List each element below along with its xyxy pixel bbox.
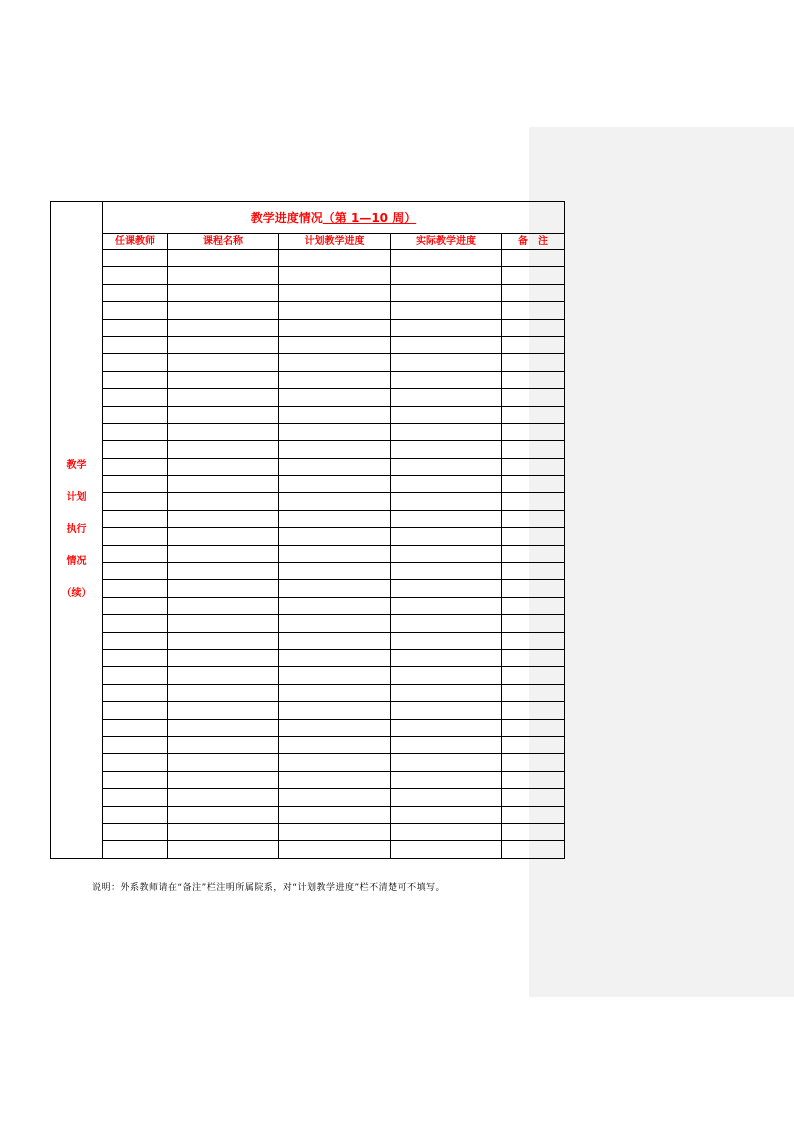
table-cell[interactable] (168, 632, 279, 649)
table-row (51, 406, 565, 423)
table-cell[interactable] (391, 510, 502, 527)
table-cell[interactable] (279, 684, 391, 701)
table-cell[interactable] (502, 389, 565, 406)
table-row (51, 493, 565, 510)
table-cell[interactable] (279, 789, 391, 806)
table-cell[interactable] (391, 771, 502, 788)
table-row (51, 545, 565, 562)
table-cell[interactable] (103, 771, 168, 788)
table-row (51, 806, 565, 823)
table-cell[interactable] (103, 267, 168, 284)
table-cell[interactable] (103, 649, 168, 666)
table-cell[interactable] (168, 406, 279, 423)
table-cell[interactable] (279, 354, 391, 371)
table-cell[interactable] (502, 789, 565, 806)
table-row (51, 667, 565, 684)
table-cell[interactable] (502, 476, 565, 493)
table-cell[interactable] (279, 528, 391, 545)
table-cell[interactable] (103, 754, 168, 771)
table-cell[interactable] (279, 823, 391, 840)
table-row (51, 771, 565, 788)
table-cell[interactable] (168, 754, 279, 771)
table-cell[interactable] (103, 493, 168, 510)
table-cell[interactable] (391, 667, 502, 684)
table-cell[interactable] (391, 493, 502, 510)
table-cell[interactable] (168, 806, 279, 823)
table-cell[interactable] (103, 389, 168, 406)
table-cell[interactable] (103, 336, 168, 353)
table-cell[interactable] (502, 545, 565, 562)
table-cell[interactable] (168, 789, 279, 806)
table-cell[interactable] (279, 302, 391, 319)
table-cell[interactable] (391, 319, 502, 336)
table-cell[interactable] (391, 789, 502, 806)
table-cell[interactable] (502, 632, 565, 649)
table-cell[interactable] (279, 441, 391, 458)
side-label-line: 执行 (66, 523, 87, 535)
table-row (51, 649, 565, 666)
side-label-line: （续） (61, 587, 92, 599)
table-cell[interactable] (502, 528, 565, 545)
table-cell[interactable] (279, 615, 391, 632)
table-cell[interactable] (279, 580, 391, 597)
table-cell[interactable] (103, 302, 168, 319)
table-cell[interactable] (391, 441, 502, 458)
table-cell[interactable] (168, 267, 279, 284)
table-cell[interactable] (168, 302, 279, 319)
table-cell[interactable] (103, 702, 168, 719)
table-cell[interactable] (391, 267, 502, 284)
table-cell[interactable] (279, 510, 391, 527)
table-cell[interactable] (103, 806, 168, 823)
table-cell[interactable] (391, 458, 502, 475)
title-main: 教学进度情况 (250, 210, 323, 225)
table-cell[interactable] (502, 667, 565, 684)
side-label-line: 计划 (66, 491, 87, 503)
table-row (51, 684, 565, 701)
table-cell[interactable] (168, 771, 279, 788)
table-cell[interactable] (103, 841, 168, 858)
table-cell[interactable] (391, 632, 502, 649)
table-cell[interactable] (103, 545, 168, 562)
table-cell[interactable] (168, 371, 279, 388)
header-actual-progress: 实际教学进度 (391, 234, 502, 250)
table-cell[interactable] (502, 441, 565, 458)
table-cell[interactable] (168, 250, 279, 267)
table-cell[interactable] (103, 597, 168, 614)
table-cell[interactable] (391, 476, 502, 493)
table-cell[interactable] (168, 354, 279, 371)
table-row (51, 754, 565, 771)
table-cell[interactable] (103, 684, 168, 701)
title-week-range: （第 1—10 周） (322, 210, 417, 225)
table-cell[interactable] (168, 441, 279, 458)
table-cell[interactable] (279, 563, 391, 580)
table-cell[interactable] (168, 649, 279, 666)
table-cell[interactable] (502, 719, 565, 736)
table-row (51, 423, 565, 440)
table-cell[interactable] (168, 545, 279, 562)
table-cell[interactable] (502, 458, 565, 475)
header-remarks: 备 注 (502, 234, 565, 250)
table-cell[interactable] (103, 789, 168, 806)
table-cell[interactable] (391, 423, 502, 440)
table-cell[interactable] (168, 684, 279, 701)
table-cell[interactable] (502, 736, 565, 753)
table-cell[interactable] (502, 510, 565, 527)
table-title (103, 202, 565, 234)
teaching-progress-table (50, 201, 565, 859)
table-row (51, 510, 565, 527)
header-course-name: 课程名称 (168, 234, 279, 250)
table-cell[interactable] (279, 336, 391, 353)
table-cell[interactable] (103, 284, 168, 301)
header-planned-progress: 计划教学进度 (279, 234, 391, 250)
table-cell[interactable] (168, 319, 279, 336)
table-row (51, 389, 565, 406)
side-label-line: 教学 (66, 459, 87, 471)
table-cell[interactable] (502, 684, 565, 701)
table-cell[interactable] (103, 823, 168, 840)
table-cell[interactable] (502, 284, 565, 301)
header-row (51, 234, 565, 250)
table-row (51, 615, 565, 632)
table-row (51, 841, 565, 858)
table-cell[interactable] (103, 423, 168, 440)
table-cell[interactable] (103, 615, 168, 632)
table-cell[interactable] (103, 563, 168, 580)
table-row (51, 371, 565, 388)
table-cell[interactable] (391, 597, 502, 614)
table-cell[interactable] (168, 284, 279, 301)
table-cell[interactable] (279, 667, 391, 684)
table-row (51, 319, 565, 336)
table-cell[interactable] (103, 528, 168, 545)
table-cell[interactable] (502, 354, 565, 371)
table-cell[interactable] (391, 563, 502, 580)
table-cell[interactable] (279, 267, 391, 284)
table-cell[interactable] (168, 493, 279, 510)
table-cell[interactable] (103, 458, 168, 475)
table-cell[interactable] (502, 371, 565, 388)
table-cell[interactable] (279, 702, 391, 719)
table-cell[interactable] (279, 754, 391, 771)
table-cell[interactable] (279, 806, 391, 823)
table-cell[interactable] (279, 649, 391, 666)
table-row (51, 823, 565, 840)
table-cell[interactable] (168, 823, 279, 840)
table-cell[interactable] (168, 702, 279, 719)
table-cell[interactable] (168, 423, 279, 440)
table-cell[interactable] (279, 458, 391, 475)
table-cell[interactable] (502, 406, 565, 423)
table-cell[interactable] (279, 319, 391, 336)
table-cell[interactable] (391, 354, 502, 371)
table-cell[interactable] (502, 336, 565, 353)
table-cell[interactable] (168, 510, 279, 527)
table-cell[interactable] (168, 736, 279, 753)
table-cell[interactable] (391, 336, 502, 353)
table-cell[interactable] (502, 319, 565, 336)
table-row (51, 719, 565, 736)
table-cell[interactable] (168, 667, 279, 684)
table-cell[interactable] (103, 476, 168, 493)
table-row (51, 476, 565, 493)
table-cell[interactable] (279, 597, 391, 614)
table-cell[interactable] (502, 493, 565, 510)
table-row (51, 336, 565, 353)
table-cell[interactable] (502, 302, 565, 319)
table-cell[interactable] (502, 597, 565, 614)
table-cell[interactable] (391, 389, 502, 406)
table-cell[interactable] (279, 476, 391, 493)
table-cell[interactable] (279, 284, 391, 301)
table-cell[interactable] (103, 354, 168, 371)
table-cell[interactable] (279, 493, 391, 510)
table-cell[interactable] (279, 545, 391, 562)
table-cell[interactable] (103, 736, 168, 753)
table-row (51, 267, 565, 284)
table-cell[interactable] (391, 302, 502, 319)
table-cell[interactable] (168, 476, 279, 493)
table-cell[interactable] (502, 580, 565, 597)
table-row (51, 441, 565, 458)
table-cell[interactable] (502, 250, 565, 267)
table-row (51, 250, 565, 267)
table-cell[interactable] (103, 250, 168, 267)
table-cell[interactable] (103, 510, 168, 527)
table-cell[interactable] (391, 649, 502, 666)
table-row (51, 563, 565, 580)
side-label-line: 情况 (66, 555, 87, 567)
table-cell[interactable] (279, 719, 391, 736)
table-cell[interactable] (168, 719, 279, 736)
table-cell[interactable] (391, 719, 502, 736)
table-cell[interactable] (103, 441, 168, 458)
comment-pane (529, 127, 794, 997)
table-cell[interactable] (502, 771, 565, 788)
table-cell[interactable] (502, 615, 565, 632)
table-row (51, 789, 565, 806)
table-cell[interactable] (502, 841, 565, 858)
table-cell[interactable] (168, 563, 279, 580)
table-cell[interactable] (168, 528, 279, 545)
table-cell[interactable] (502, 563, 565, 580)
table-cell[interactable] (391, 615, 502, 632)
table-cell[interactable] (391, 406, 502, 423)
table-cell[interactable] (279, 841, 391, 858)
table-cell[interactable] (391, 841, 502, 858)
table-cell[interactable] (103, 667, 168, 684)
table-cell[interactable] (279, 406, 391, 423)
table-row (51, 580, 565, 597)
table-row (51, 597, 565, 614)
footnote: 说明：外系教师请在“备注”栏注明所属院系，对“计划教学进度”栏不清楚可不填写。 (92, 883, 446, 893)
table-cell[interactable] (103, 371, 168, 388)
side-label (51, 202, 103, 859)
table-cell[interactable] (502, 649, 565, 666)
table-row (51, 458, 565, 475)
table-cell[interactable] (502, 267, 565, 284)
table-cell[interactable] (168, 597, 279, 614)
table-cell[interactable] (391, 823, 502, 840)
table-cell[interactable] (502, 806, 565, 823)
table-cell[interactable] (103, 319, 168, 336)
table-cell[interactable] (391, 545, 502, 562)
table-cell[interactable] (279, 632, 391, 649)
table-cell[interactable] (103, 580, 168, 597)
table-row (51, 284, 565, 301)
table-cell[interactable] (391, 754, 502, 771)
table-cell[interactable] (502, 423, 565, 440)
table-cell[interactable] (103, 719, 168, 736)
table-row (51, 302, 565, 319)
table-cell[interactable] (168, 841, 279, 858)
table-cell[interactable] (103, 632, 168, 649)
table-cell[interactable] (279, 371, 391, 388)
table-row (51, 632, 565, 649)
table-cell[interactable] (391, 580, 502, 597)
table-cell[interactable] (391, 250, 502, 267)
table-cell[interactable] (391, 371, 502, 388)
table-cell[interactable] (168, 580, 279, 597)
table-cell[interactable] (391, 806, 502, 823)
table-row (51, 528, 565, 545)
table-cell[interactable] (168, 336, 279, 353)
table-cell[interactable] (168, 389, 279, 406)
table-cell[interactable] (279, 771, 391, 788)
header-teacher: 任课教师 (103, 234, 168, 250)
table-cell[interactable] (168, 458, 279, 475)
table-row (51, 736, 565, 753)
table-cell[interactable] (391, 736, 502, 753)
table-row (51, 702, 565, 719)
table-row (51, 354, 565, 371)
table-cell[interactable] (391, 702, 502, 719)
table-cell[interactable] (502, 754, 565, 771)
table-cell[interactable] (502, 702, 565, 719)
table-cell[interactable] (502, 823, 565, 840)
table-cell[interactable] (103, 406, 168, 423)
table-cell[interactable] (279, 250, 391, 267)
table-cell[interactable] (391, 528, 502, 545)
table-cell[interactable] (279, 736, 391, 753)
table-cell[interactable] (168, 615, 279, 632)
table-cell[interactable] (391, 684, 502, 701)
table-cell[interactable] (391, 284, 502, 301)
table-cell[interactable] (279, 423, 391, 440)
table-cell[interactable] (279, 389, 391, 406)
